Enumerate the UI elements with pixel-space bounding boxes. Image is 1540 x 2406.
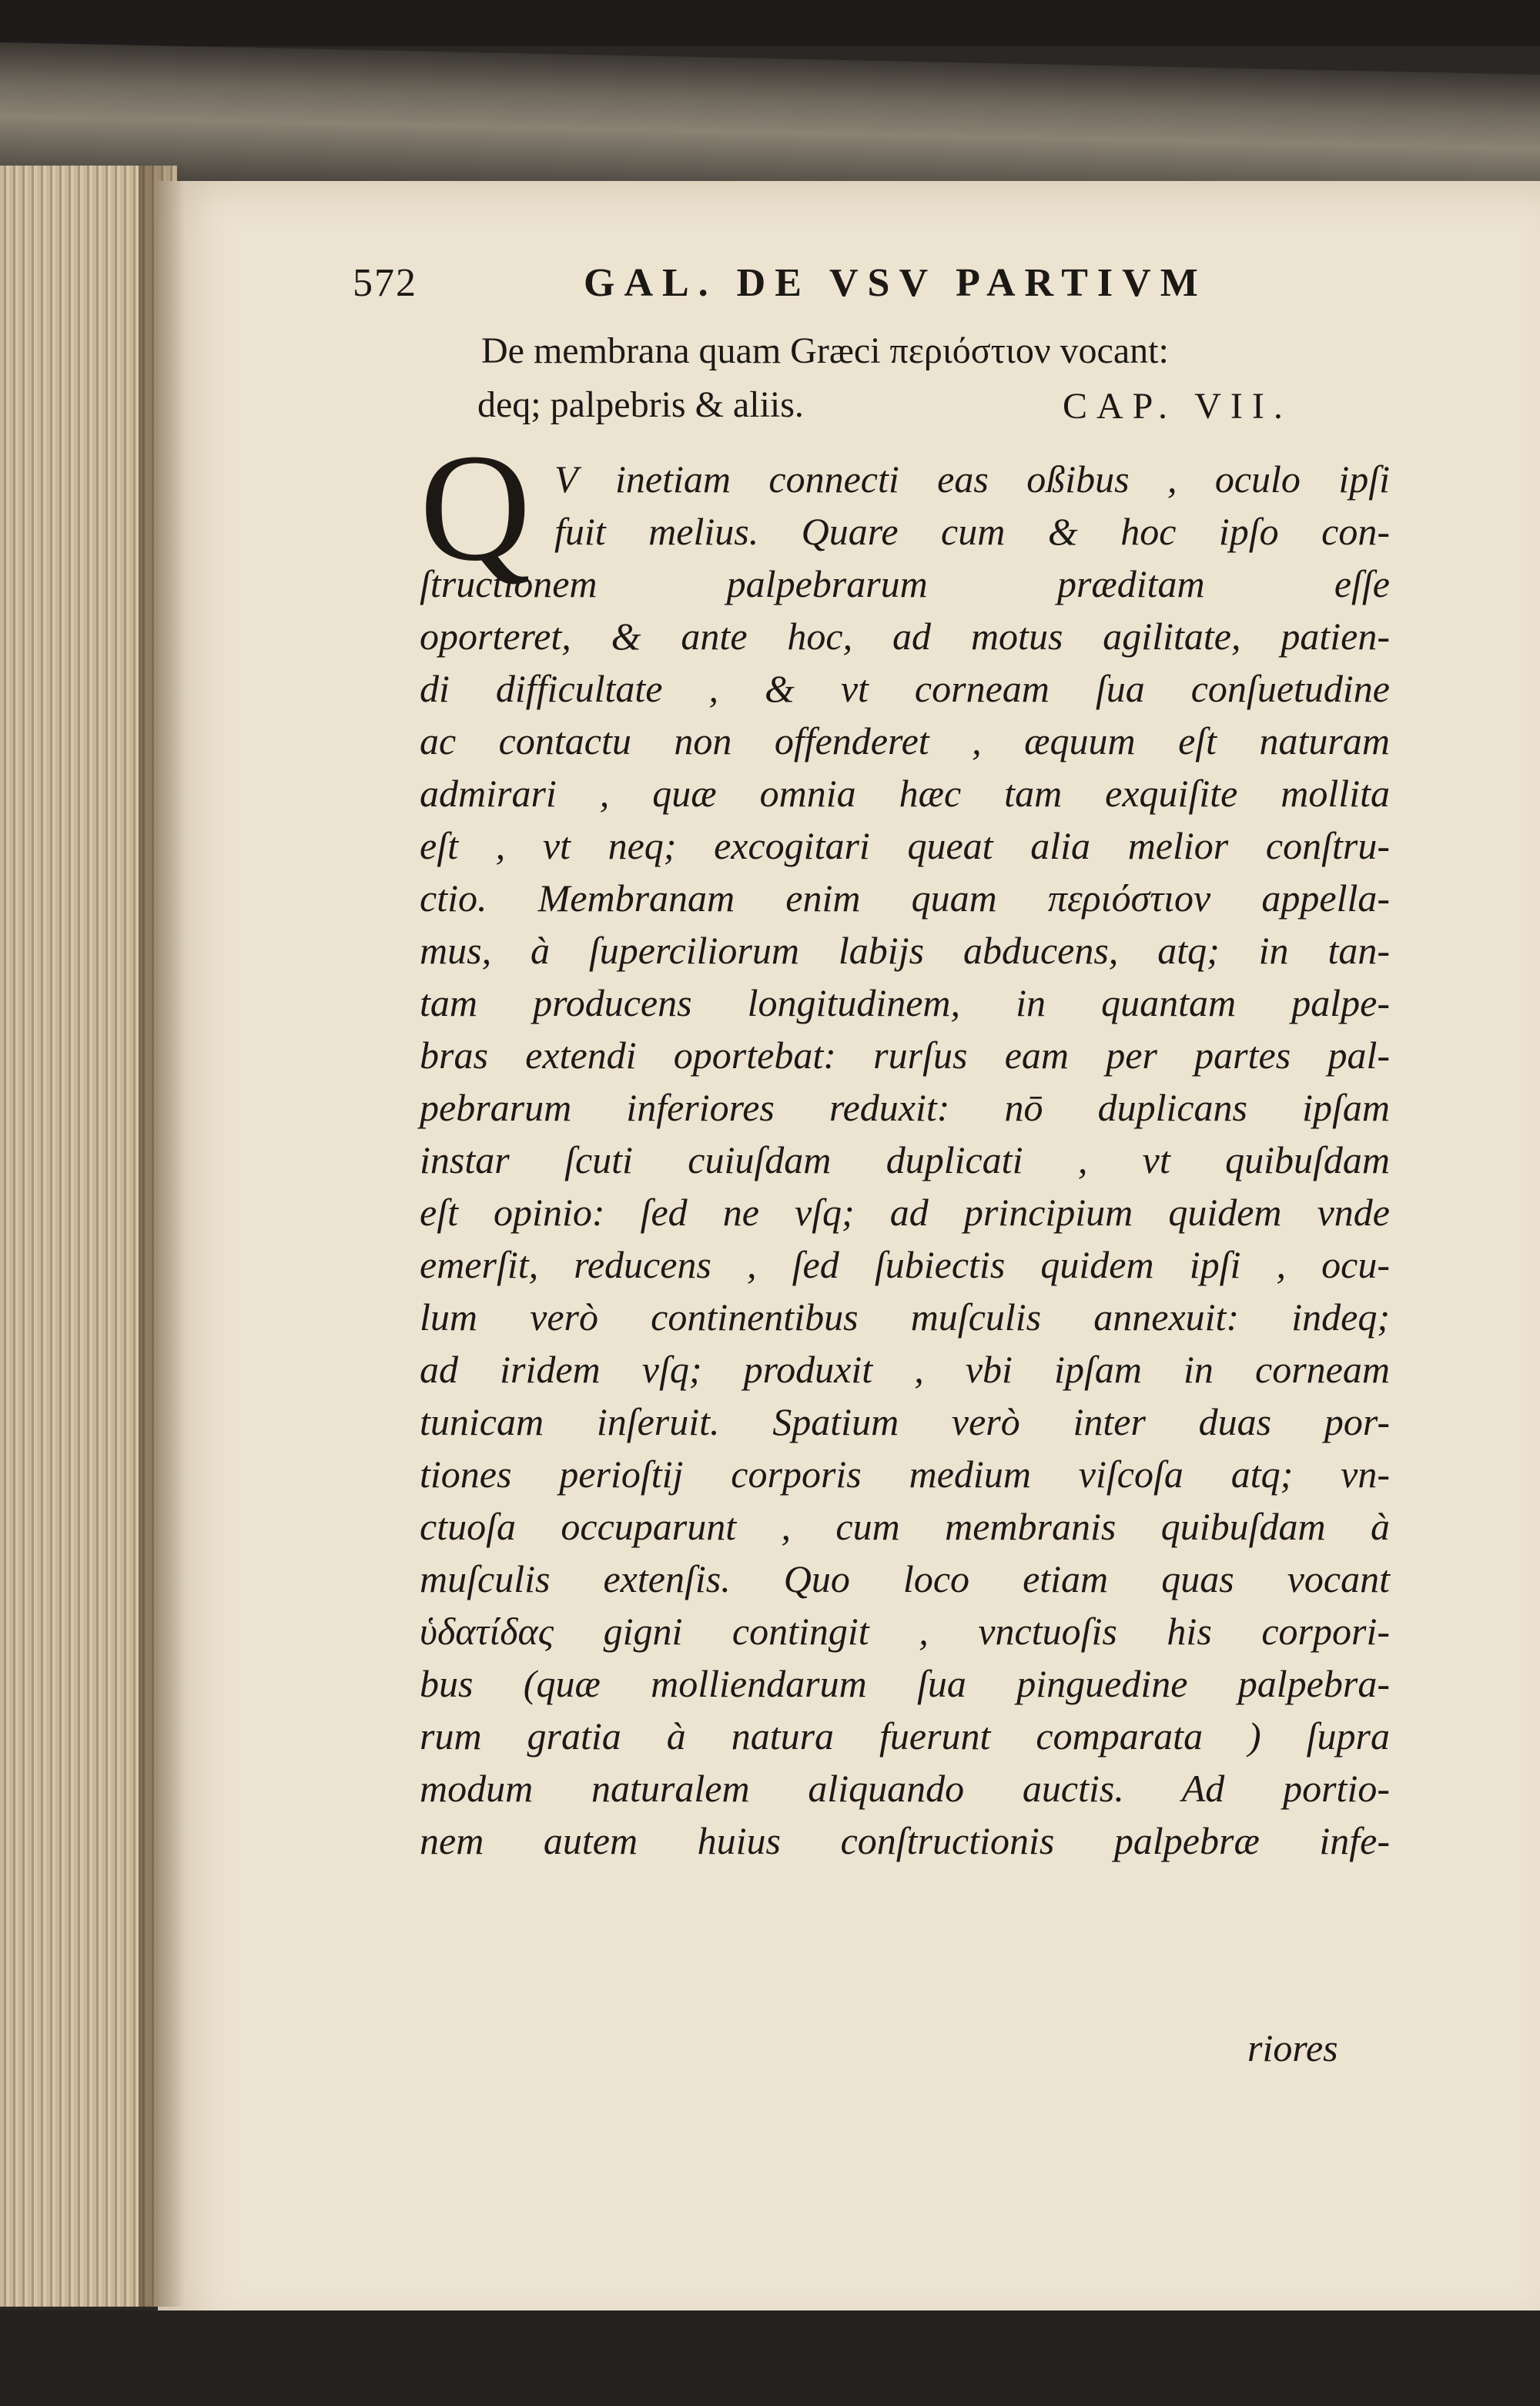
text-line: instar ſcuti cuiuſdam duplicati , vt quibuſdam [420,1138,1390,1181]
chapter-label: CAP. VII. [1063,386,1292,427]
text-line: muſculis extenſis. Quo loco etiam quas vocant [420,1557,1390,1600]
text-line: ſtructionem palpebrarum præditam eſſe [420,562,1390,605]
text-line: V inetiam connecti eas oßibus , oculo ipſi [554,457,1390,501]
text-line: admirari , quæ omnia hæc tam exquiſite mollita [420,772,1390,815]
text-line: ctuoſa occuparunt , cum membranis quibuſdam à [420,1505,1390,1548]
chapter-heading-line1: De membrana quam Græci περιόστιον vocant: [481,330,1169,371]
text-line: di difficultate , & vt corneam ſua conſuetudine [420,667,1390,710]
running-title: GAL. DE VSV PARTIVM [584,261,1207,305]
text-line: nem autem huius conſtructionis palpebræ infe- [420,1819,1390,1862]
chapter-heading-text: deq; palpebris & aliis. [477,384,804,425]
text-line: rum gratia à natura fuerunt comparata ) ſupra [420,1714,1390,1758]
text-line: oporteret, & ante hoc, ad motus agilitate, patien- [420,615,1390,658]
text-line: tam producens longitudinem, in quantam palpe- [420,981,1390,1024]
catchword: riores [1247,2026,1338,2069]
text-line: lum verò continentibus muſculis annexuit: indeq; [420,1295,1390,1339]
text-line: bus (quæ molliendarum ſua pinguedine palpebra- [420,1662,1390,1705]
text-line: emerſit, reducens , ſed ſubiectis quidem ipſi , ocu- [420,1243,1390,1286]
gutter-shadow [139,166,185,2307]
text-line: fuit melius. Quare cum & hoc ipſo con- [554,510,1390,553]
text-line: eſt opinio: ſed ne vſq; ad principium quidem vnde [420,1191,1390,1234]
page-number: 572 [353,261,417,305]
text-line: eſt , vt neq; excogitari queat alia melior conſtru- [420,824,1390,867]
text-line: modum naturalem aliquando auctis. Ad portio- [420,1767,1390,1810]
background-bottom [0,2310,1540,2406]
text-line: tiones perioſtij corporis medium viſcoſa atq; vn- [420,1453,1390,1496]
text-line: tunicam inſeruit. Spatium verò inter duas por- [420,1400,1390,1443]
text-line: ac contactu non offenderet , æquum eſt naturam [420,719,1390,762]
background-top [0,0,1540,46]
text-line: ad iridem vſq; produxit , vbi ipſam in corneam [420,1348,1390,1391]
text-line: pebrarum inferiores reduxit: nō duplicans ipſam [420,1086,1390,1129]
text-line: bras extendi oportebat: rurſus eam per partes pal- [420,1034,1390,1077]
drop-cap: Q [420,423,531,593]
text-line: ὑδατίδας gigni contingit , vnctuoſis his corpori- [420,1610,1390,1653]
text-line: ctio. Membranam enim quam περιόστιον appella- [420,876,1390,920]
chapter-heading-line2 [477,384,1292,427]
text-line: mus, à ſuperciliorum labijs abducens, atq; in tan- [420,929,1390,972]
page-header [353,260,1431,314]
